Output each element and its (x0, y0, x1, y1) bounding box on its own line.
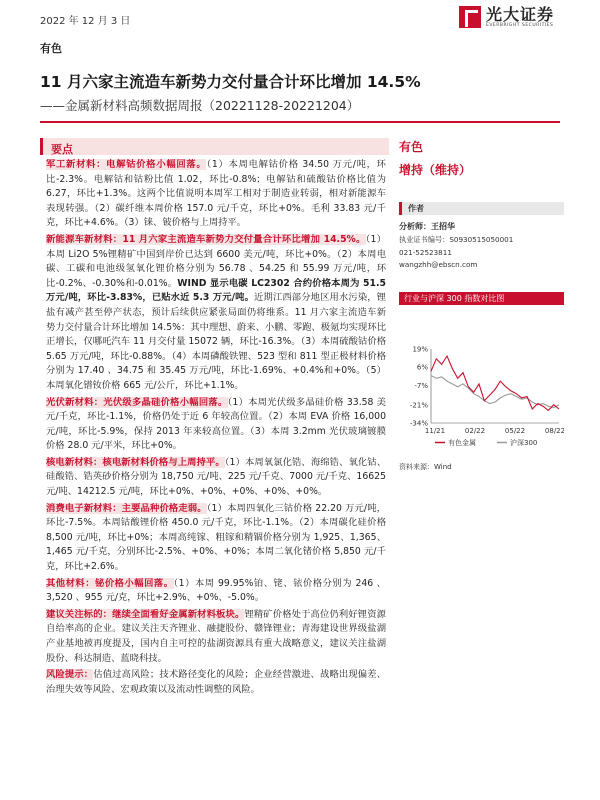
logo-mark-icon (459, 6, 481, 28)
chart-header: 行业与沪深 300 指数对比图 (399, 292, 564, 305)
paragraph-text: （1）本周 Li2O 5%锂精矿中国到岸价已达到 6600 美元/吨，环比+0%。（2）本周电碳、工碳和电池级氢氧化锂价格分别为 56.78 、54.25 和 55.99 万元/吨，环比-0.2%、-0.30%和-0.01%。 (46, 233, 386, 289)
report-title: 11 月六家主流造车新势力交付量合计环比增加 14.5% (40, 73, 421, 91)
paragraph-text: （1）本周氧氯化锆、海绵锆、氧化钴、硅酸锆、锆英砂价格分别为 18,750 元/吨、225 元/千克、7000 元/千克、16625 元/吨、14212.5 元/吨，环比+0%、+0%、+0%、+0%、+0%。 (46, 456, 386, 498)
brand-name-en: EVERBRIGHT SECURITIES (486, 23, 554, 28)
paragraph-other (46, 577, 386, 606)
paragraph-heading: 核电新材料：核电新材料价格与上周持平。 (46, 456, 225, 468)
x-tick-label: 11/21 (424, 427, 446, 435)
legend-label: 有色金属 (448, 439, 476, 447)
sector-label: 有色 (40, 42, 62, 55)
paragraph-heading: 风险提示： (46, 669, 94, 681)
paragraph-emphasis: WIND 显示电碳 LC2302 合约价格本周为 51.5 万元/吨，环比-3.83%，已贴水近 5.3 万元/吨。 (46, 277, 386, 304)
paragraph-text: （1）本周电解钴价格 34.50 万元/吨，环比-2.3%。电解钴和钴粉比值 1.02，环比-0.8%；电解钴和硫酸钴价格比值为 6.27，环比+1.3%。这两个比值说明本周军工相对于制造业转弱，相对新能源车表现转强。（2）碳纤维本周价格 157.0 元/千克，环比+0%。毛利 33.83 元/千克，环比+4.6%。（3）铼、铍价格与上周持平。 (46, 159, 386, 229)
y-tick-label: 19% (412, 345, 428, 354)
author-header: 作者 (399, 202, 564, 215)
key-points-header (40, 138, 389, 155)
paragraph-risk (46, 668, 386, 697)
y-tick-label: 6% (416, 363, 428, 372)
paragraph-heading: 消费电子新材料：主要品种价格走弱。 (46, 502, 207, 514)
sidebar-sector: 有色 (399, 140, 424, 154)
key-points-body (46, 158, 386, 699)
email-address: wangzhh@ebscn.com (399, 260, 478, 269)
legend-label: 沪深300 (510, 439, 538, 447)
paragraph-nuclear (46, 456, 386, 500)
paragraph-heading: 建议关注标的：继续全面看好金属新材料板块。 (46, 608, 245, 620)
x-tick-label: 05/22 (504, 427, 526, 435)
paragraph-heading: 其他材料：铋价格小幅回落。 (46, 577, 174, 589)
report-subtitle: ——金属新材料高频数据周报（20221128-20221204） (40, 98, 360, 113)
paragraph-heading: 新能源车新材料：11 月六家主流造车新势力交付量合计环比增加 14.5%。 (46, 233, 366, 245)
key-points-label: 要点 (51, 143, 73, 156)
rating: 增持（维持） (399, 163, 472, 177)
sidebar (399, 138, 564, 269)
paragraph-recommendation (46, 608, 386, 666)
y-tick-label: -21% (409, 401, 428, 410)
paragraph-text: 锂精矿价格处于高位仍利好锂资源自给率高的企业。建议关注天齐锂业、融捷股份、赣锋锂业；青海建设世界级盐湖产业基地被再度提及，国内自主可控的盐湖资源具有重大战略意义，建议关注盐湖股份、科达制造、蓝晓科技。 (46, 608, 386, 664)
title-divider (40, 121, 560, 123)
paragraph-text: （1）本周四氧化三钴价格 22.20 万元/吨，环比-7.5%。本周钴酸锂价格 450.0 元/千克，环比-1.1%。（2）本周碳化硅价格 8,500 元/吨，环比+0%；本周高纯镓、粗镓和精锢价格分别为 1,925、1,365、1,465 元/千克，分别环比-2.5%、+0%、+0%；本周二氧化锗价格 5,850 元/千克，环比+2.6%。 (46, 502, 386, 573)
license-number: 执业证书编号：S0930515050001 (399, 235, 514, 244)
paragraph-consumer-electronics (46, 502, 386, 575)
paragraph-text: （1）本周 99.95%铂、铑、铱价格分别为 246 、3,520 、955 元/克，环比+2.9%、+0%、-5.0%。 (46, 577, 386, 604)
paragraph-photovoltaic (46, 396, 386, 454)
phone-number: 021-52523811 (399, 248, 452, 257)
paragraph-text: 近期江西部分地区用水污染，锂盐有减产甚至停产状态，预计后续供应紧张局面仍将维系。11 月六家主流造车新势力交付量合计环比增加 14.5%：其中理想、蔚来、小鹏、零跑、极氪均实现环比正增长，仅哪吒汽车 11 月交付量 15072 辆，环比-16.3%。（3）本周硫酸钴价格 5.65 万元/吨，环比-0.88%。（4）本周磷酸铁锂、523 型和 811 型正极材料价格分别为 17.40 、34.75 和 35.45 万元/吨，环比-1.69%、+0.4%和+0%。（5）本周氧化镨钕价格 665 元/公斤，环比+1.1%。 (46, 292, 386, 391)
report-date: 2022 年 12 月 3 日 (40, 16, 131, 27)
y-tick-label: -7% (414, 381, 428, 390)
series-line (431, 376, 559, 408)
paragraph-text: 估值过高风险；技术路径变化的风险；企业经营激进、战略出现偏差、治理失效等风险、宏观政策以及流动性调整的风险。 (46, 669, 386, 695)
x-tick-label: 02/22 (464, 427, 486, 435)
chart-canvas (399, 345, 564, 455)
brand-logo (459, 6, 554, 28)
paragraph-military (46, 158, 386, 231)
analyst-name: 分析师：王招华 (399, 222, 455, 231)
index-comparison-chart (399, 345, 564, 455)
y-tick-label: -34% (409, 419, 428, 428)
brand-name-cn: 光大证券 (486, 5, 555, 24)
paragraph-text: （1）本周光伏级多晶硅价格 33.58 美元/千克，环比-1.1%，价格仍处于近 6 年较高位置。（2）本周 EVA 价格 16,000 元/吨，环比-5.9%，保持 2013 年来较高位置。（3）本周 3.2mm 光伏玻璃镀膜价格 28.0 元/平米，环比+0%。 (46, 396, 386, 452)
paragraph-heading: 军工新材料：电解钴价格小幅回落。 (46, 159, 207, 170)
paragraph-heading: 光伏新材料：光伏级多晶硅价格小幅回落。 (46, 396, 228, 408)
paragraph-new-energy (46, 233, 386, 394)
chart-source: 资料来源：Wind (399, 463, 452, 471)
x-tick-label: 08/22 (544, 427, 564, 435)
